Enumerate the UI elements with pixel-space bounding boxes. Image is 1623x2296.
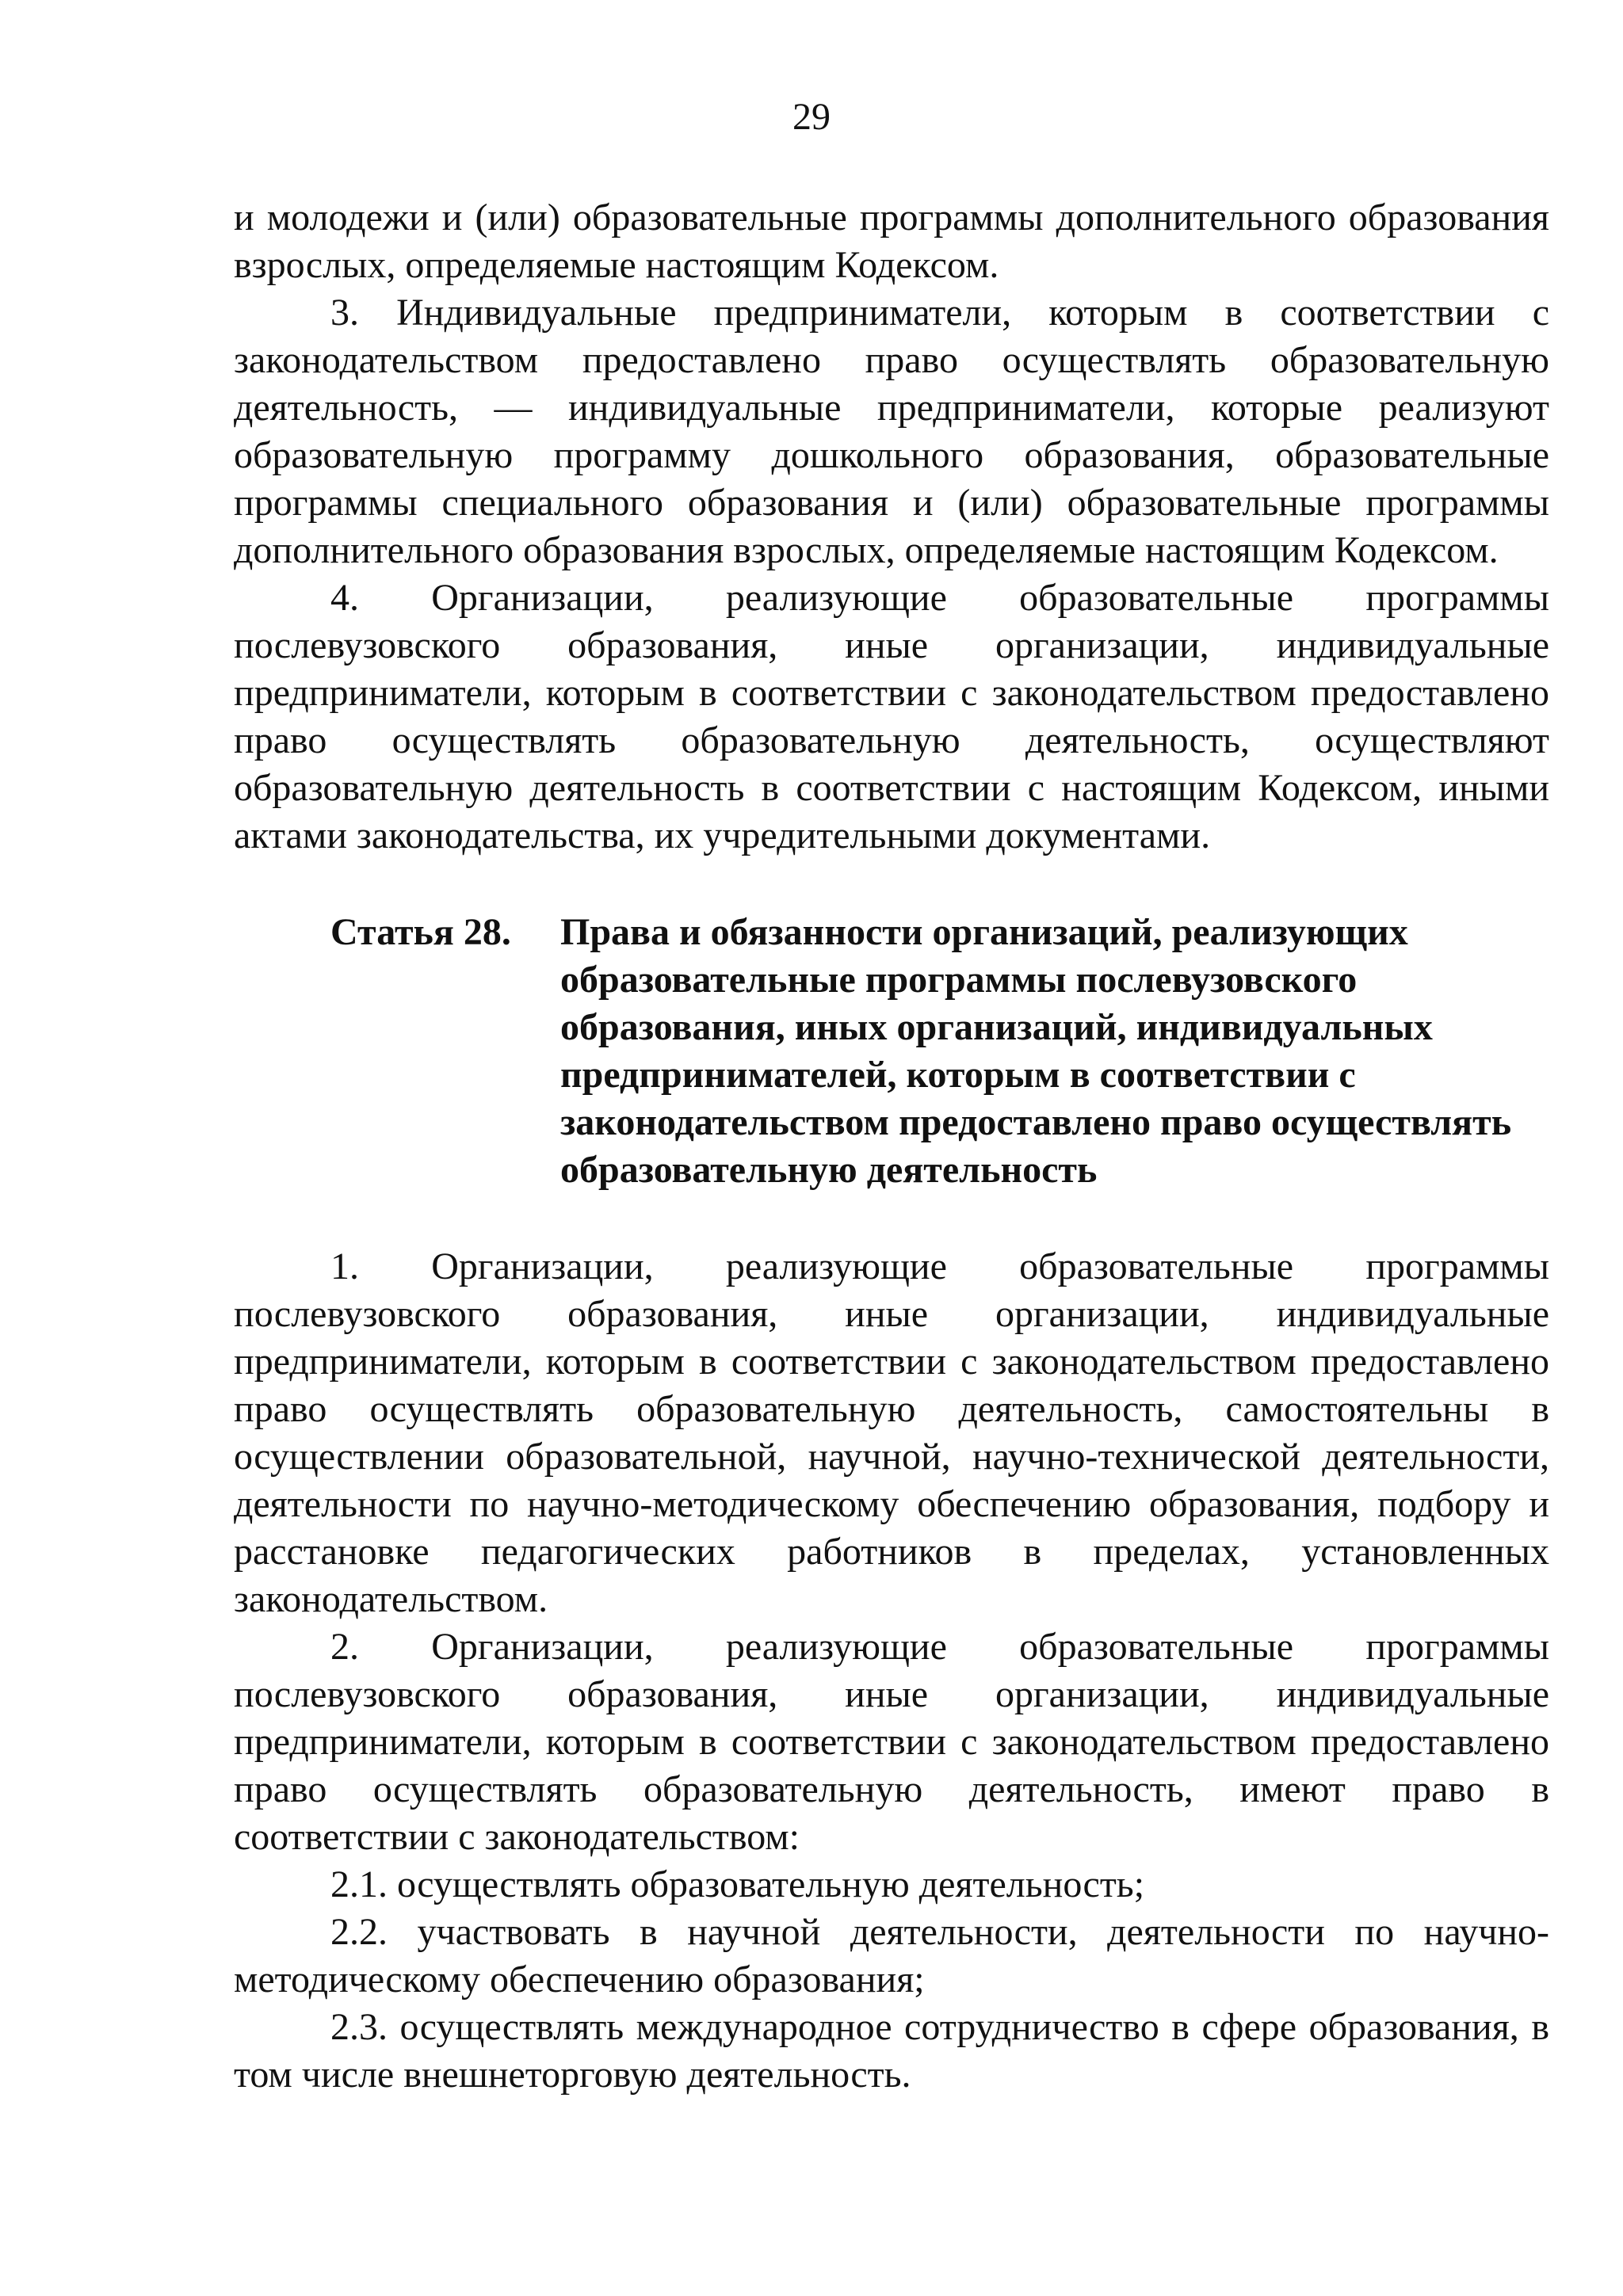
subparagraph-2-1: 2.1. осуществлять образовательную деятельность;	[330, 1863, 1145, 1905]
subparagraph-2-2: 2.2. участвовать в научной деятельности, деятельности по научно-методическому обеспечению образования;	[234, 1911, 1549, 2000]
paragraph-item-2: 2. Организации, реализующие образовательные программы послевузовского образования, иные организации, индивидуальные предприниматели, которым в соответствии с законодательством предоставлено право осуществлять образовательную деятельность, имеют право в соответствии с законодательством:	[234, 1626, 1549, 1858]
article-title: Права и обязанности организаций, реализующих образовательные программы послевузовского образования, иных организаций, индивидуальных предпринимателей, которым в соответствии с законодательством предоставлено право осуществлять образовательную деятельность	[560, 911, 1512, 1191]
page-number: 29	[792, 96, 831, 138]
article-heading	[234, 909, 1549, 1194]
subparagraph-2-3: 2.3. осуществлять международное сотрудничество в сфере образования, в том числе внешнеторговую деятельность.	[234, 2006, 1549, 2096]
paragraph-continuation: и молодежи и (или) образовательные программы дополнительного образования взрослых, определяемые настоящим Кодексом.	[234, 196, 1549, 286]
paragraph-item-1: 1. Организации, реализующие образовательные программы послевузовского образования, иные организации, индивидуальные предприниматели, которым в соответствии с законодательством предоставлено право осуществлять образовательную деятельность, самостоятельны в осуществлении образовательной, научной, научно-технической деятельности, деятельности по научно-методическому обеспечению образования, подбору и расстановке педагогических работников в пределах, установленных законодательством.	[234, 1245, 1549, 1620]
paragraph-item-3: 3. Индивидуальные предприниматели, которым в соответствии с законодательством предоставлено право осуществлять образовательную деятельность, — индивидуальные предприниматели, которые реализуют образовательную программу дошкольного образования, образовательные программы специального образования и (или) образовательные программы дополнительного образования взрослых, определяемые настоящим Кодексом.	[234, 292, 1549, 571]
article-number: Статья 28.	[330, 911, 511, 953]
document-body	[234, 194, 1549, 2099]
paragraph-item-4: 4. Организации, реализующие образовательные программы послевузовского образования, иные организации, индивидуальные предприниматели, которым в соответствии с законодательством предоставлено право осуществлять образовательную деятельность, осуществляют образовательную деятельность в соответствии с настоящим Кодексом, иными актами законодательства, их учредительными документами.	[234, 577, 1549, 856]
